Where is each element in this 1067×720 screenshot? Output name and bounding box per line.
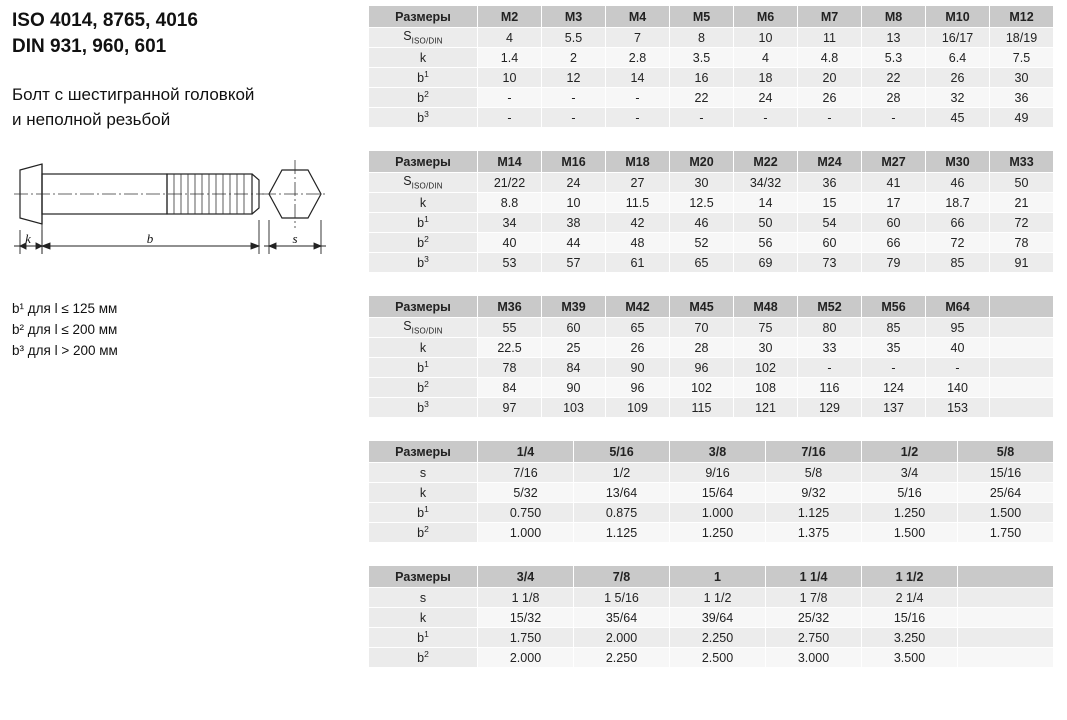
dimension-table — [368, 295, 1054, 418]
table-cell: 28 — [862, 88, 926, 108]
table-cell: 53 — [478, 253, 542, 273]
table-row-label: $S_{ISO/DIN}$ — [369, 173, 478, 193]
table-row — [369, 398, 1054, 418]
table-row-label: $b^2$ — [369, 88, 478, 108]
table-row — [369, 173, 1054, 193]
table-cell: 44 — [542, 233, 606, 253]
table-cell: 4 — [734, 48, 798, 68]
table-column-header: 3/4 — [478, 566, 574, 588]
table-cell — [958, 608, 1054, 628]
table-cell: 1.000 — [670, 503, 766, 523]
table-cell: 26 — [926, 68, 990, 88]
table-cell: 1 7/8 — [766, 588, 862, 608]
table-column-header: M8 — [862, 6, 926, 28]
table-row-label: $b^3$ — [369, 253, 478, 273]
table-row — [369, 253, 1054, 273]
table-cell: 14 — [734, 193, 798, 213]
table-cell: 17 — [862, 193, 926, 213]
table-column-header: M56 — [862, 296, 926, 318]
table-cell: 40 — [926, 338, 990, 358]
table-column-header: M4 — [606, 6, 670, 28]
table-cell: 52 — [670, 233, 734, 253]
table-cell: 13/64 — [574, 483, 670, 503]
table-row — [369, 463, 1054, 483]
table-cell: 96 — [670, 358, 734, 378]
table-cell: 48 — [606, 233, 670, 253]
table-cell: 8 — [670, 28, 734, 48]
table-row — [369, 193, 1054, 213]
table-column-header: M16 — [542, 151, 606, 173]
table-cell: 96 — [606, 378, 670, 398]
table-cell: 8.8 — [478, 193, 542, 213]
table-row — [369, 213, 1054, 233]
table-cell: 80 — [798, 318, 862, 338]
table-cell: 153 — [926, 398, 990, 418]
footnotes — [12, 298, 357, 361]
table-cell: 90 — [542, 378, 606, 398]
table-cell: 1.250 — [670, 523, 766, 543]
table-cell: 5.3 — [862, 48, 926, 68]
table-cell: 5/16 — [862, 483, 958, 503]
product-description — [12, 82, 357, 132]
table-cell: 32 — [926, 88, 990, 108]
table-cell: 21/22 — [478, 173, 542, 193]
table-cell: 73 — [798, 253, 862, 273]
table-cell: 50 — [990, 173, 1054, 193]
table-cell: 25 — [542, 338, 606, 358]
table-cell: 0.750 — [478, 503, 574, 523]
table-cell — [958, 628, 1054, 648]
table-cell: 15/64 — [670, 483, 766, 503]
table-cell: 1.000 — [478, 523, 574, 543]
table-cell: 27 — [606, 173, 670, 193]
table-cell: 25/32 — [766, 608, 862, 628]
table-row-label: s — [369, 463, 478, 483]
table-cell: 1/2 — [574, 463, 670, 483]
table-cell: 121 — [734, 398, 798, 418]
table-column-header: 3/8 — [670, 441, 766, 463]
table-cell: 124 — [862, 378, 926, 398]
table-cell: 12 — [542, 68, 606, 88]
table-cell: 35 — [862, 338, 926, 358]
table-row — [369, 608, 1054, 628]
table-column-header: M5 — [670, 6, 734, 28]
table-cell: 30 — [734, 338, 798, 358]
table-row-label: k — [369, 483, 478, 503]
table-cell: 1.125 — [766, 503, 862, 523]
table-cell: 103 — [542, 398, 606, 418]
table-header-label: Размеры — [369, 6, 478, 28]
table-row-label: $b^1$ — [369, 213, 478, 233]
table-column-header: M18 — [606, 151, 670, 173]
table-cell: 50 — [734, 213, 798, 233]
table-cell: 7.5 — [990, 48, 1054, 68]
table-row-label: $b^1$ — [369, 358, 478, 378]
table-cell: 69 — [734, 253, 798, 273]
table-cell: 2.8 — [606, 48, 670, 68]
table-column-header — [958, 566, 1054, 588]
table-column-header: M48 — [734, 296, 798, 318]
table-column-header: M39 — [542, 296, 606, 318]
table-cell: 41 — [862, 173, 926, 193]
table-column-header: M45 — [670, 296, 734, 318]
dimension-table — [368, 565, 1054, 668]
table-column-header: 1 1/4 — [766, 566, 862, 588]
table-row-label: $b^1$ — [369, 68, 478, 88]
table-row-label: $b^3$ — [369, 108, 478, 128]
table-cell: - — [478, 108, 542, 128]
table-column-header: 5/8 — [958, 441, 1054, 463]
table-cell: 2.250 — [574, 648, 670, 668]
table-cell: 72 — [926, 233, 990, 253]
dimension-table — [368, 5, 1054, 128]
table-row-label: $S_{ISO/DIN}$ — [369, 318, 478, 338]
table-cell: 1.500 — [958, 503, 1054, 523]
standards-title-line-2: DIN 931, 960, 601 — [12, 36, 167, 57]
table-cell: 140 — [926, 378, 990, 398]
table-cell: 1.500 — [862, 523, 958, 543]
table-column-header: M52 — [798, 296, 862, 318]
table-cell: 61 — [606, 253, 670, 273]
table-cell — [990, 378, 1054, 398]
table-cell: 66 — [862, 233, 926, 253]
table-row — [369, 483, 1054, 503]
table-cell: 28 — [670, 338, 734, 358]
table-cell: 42 — [606, 213, 670, 233]
table-cell — [990, 318, 1054, 338]
footnote-2: b² для l ≤ 200 мм — [12, 322, 118, 337]
table-row — [369, 233, 1054, 253]
table-cell: 2.750 — [766, 628, 862, 648]
table-row — [369, 28, 1054, 48]
table-cell: 57 — [542, 253, 606, 273]
table-cell: 4 — [478, 28, 542, 48]
table-column-header: M64 — [926, 296, 990, 318]
table-column-header: M10 — [926, 6, 990, 28]
table-column-header: 1 1/2 — [862, 566, 958, 588]
table-cell: 9/16 — [670, 463, 766, 483]
table-cell: 22 — [862, 68, 926, 88]
table-cell: - — [798, 358, 862, 378]
table-column-header: 5/16 — [574, 441, 670, 463]
table-cell: 1.750 — [478, 628, 574, 648]
table-cell: 15/32 — [478, 608, 574, 628]
table-cell: 1.250 — [862, 503, 958, 523]
table-column-header: M14 — [478, 151, 542, 173]
table-column-header: 7/16 — [766, 441, 862, 463]
table-cell — [990, 338, 1054, 358]
table-cell: 22 — [670, 88, 734, 108]
table-cell: - — [606, 108, 670, 128]
table-row — [369, 523, 1054, 543]
table-cell — [990, 398, 1054, 418]
table-cell — [958, 588, 1054, 608]
table-cell: 36 — [798, 173, 862, 193]
table-cell: 116 — [798, 378, 862, 398]
dimension-tables — [368, 5, 1058, 690]
table-cell: 46 — [926, 173, 990, 193]
table-row — [369, 88, 1054, 108]
table-cell: 129 — [798, 398, 862, 418]
table-cell: 54 — [798, 213, 862, 233]
table-cell: 9/32 — [766, 483, 862, 503]
table-column-header: M7 — [798, 6, 862, 28]
table-cell: 72 — [990, 213, 1054, 233]
table-cell: 24 — [734, 88, 798, 108]
table-cell: 60 — [542, 318, 606, 338]
table-column-header: M30 — [926, 151, 990, 173]
table-cell: 36 — [990, 88, 1054, 108]
table-cell: 97 — [478, 398, 542, 418]
table-cell: 75 — [734, 318, 798, 338]
table-row-label: k — [369, 193, 478, 213]
table-cell: 12.5 — [670, 193, 734, 213]
table-cell: 30 — [670, 173, 734, 193]
table-column-header: M2 — [478, 6, 542, 28]
table-cell: 3.5 — [670, 48, 734, 68]
table-cell: 56 — [734, 233, 798, 253]
table-cell: 137 — [862, 398, 926, 418]
footnote-1: b¹ для l ≤ 125 мм — [12, 301, 118, 316]
table-row-label: k — [369, 608, 478, 628]
table-cell: 102 — [670, 378, 734, 398]
table-cell: 109 — [606, 398, 670, 418]
table-row — [369, 503, 1054, 523]
table-cell: - — [542, 88, 606, 108]
table-cell: 60 — [798, 233, 862, 253]
table-row-label: s — [369, 588, 478, 608]
table-row-label: $b^2$ — [369, 523, 478, 543]
table-cell: 11.5 — [606, 193, 670, 213]
table-row — [369, 648, 1054, 668]
table-cell: 26 — [798, 88, 862, 108]
table-cell: 21 — [990, 193, 1054, 213]
table-row-label: k — [369, 48, 478, 68]
table-column-header: M42 — [606, 296, 670, 318]
drawing-label-b: b — [146, 231, 154, 246]
table-cell: 1.4 — [478, 48, 542, 68]
table-column-header: M27 — [862, 151, 926, 173]
table-row-label: $b^1$ — [369, 503, 478, 523]
table-cell: 1.750 — [958, 523, 1054, 543]
table-row — [369, 48, 1054, 68]
table-row-label: k — [369, 338, 478, 358]
table-cell: 2.000 — [574, 628, 670, 648]
table-cell: 7/16 — [478, 463, 574, 483]
table-cell: 3/4 — [862, 463, 958, 483]
table-cell: 70 — [670, 318, 734, 338]
table-cell: 1 1/8 — [478, 588, 574, 608]
table-column-header: M36 — [478, 296, 542, 318]
table-cell: 46 — [670, 213, 734, 233]
table-cell: 0.875 — [574, 503, 670, 523]
table-header-label: Размеры — [369, 441, 478, 463]
table-cell: 66 — [926, 213, 990, 233]
table-cell: 13 — [862, 28, 926, 48]
table-cell: 79 — [862, 253, 926, 273]
table-cell: 7 — [606, 28, 670, 48]
table-cell: 115 — [670, 398, 734, 418]
table-cell: - — [606, 88, 670, 108]
table-column-header: M24 — [798, 151, 862, 173]
table-cell: 65 — [606, 318, 670, 338]
table-cell: 2 1/4 — [862, 588, 958, 608]
table-cell: 18 — [734, 68, 798, 88]
table-cell: - — [734, 108, 798, 128]
table-cell: 60 — [862, 213, 926, 233]
table-cell: 39/64 — [670, 608, 766, 628]
table-cell: 1.125 — [574, 523, 670, 543]
table-cell: 34/32 — [734, 173, 798, 193]
table-cell: 2.000 — [478, 648, 574, 668]
table-cell: 3.000 — [766, 648, 862, 668]
table-cell: 11 — [798, 28, 862, 48]
table-column-header: 1 — [670, 566, 766, 588]
table-row — [369, 68, 1054, 88]
table-cell: 65 — [670, 253, 734, 273]
table-cell: 55 — [478, 318, 542, 338]
table-cell: 18/19 — [990, 28, 1054, 48]
table-cell: 78 — [478, 358, 542, 378]
table-cell: - — [670, 108, 734, 128]
table-row — [369, 338, 1054, 358]
table-row-label: $b^2$ — [369, 378, 478, 398]
table-cell: 26 — [606, 338, 670, 358]
table-cell: 20 — [798, 68, 862, 88]
table-cell: 2.500 — [670, 648, 766, 668]
table-cell: 84 — [478, 378, 542, 398]
footnote-3: b³ для l > 200 мм — [12, 343, 118, 358]
table-cell: 15/16 — [958, 463, 1054, 483]
table-cell: 18.7 — [926, 193, 990, 213]
standards-title-line-1: ISO 4014, 8765, 4016 — [12, 10, 198, 31]
table-cell: 34 — [478, 213, 542, 233]
table-header-label: Размеры — [369, 151, 478, 173]
table-cell: 3.250 — [862, 628, 958, 648]
table-row-label: $b^1$ — [369, 628, 478, 648]
table-row — [369, 378, 1054, 398]
table-cell: 14 — [606, 68, 670, 88]
table-cell: - — [478, 88, 542, 108]
table-row — [369, 358, 1054, 378]
table-row-label: $b^2$ — [369, 233, 478, 253]
table-cell: 10 — [734, 28, 798, 48]
table-column-header — [990, 296, 1054, 318]
left-column — [12, 8, 357, 361]
table-cell: 78 — [990, 233, 1054, 253]
table-cell: - — [862, 358, 926, 378]
table-cell: 35/64 — [574, 608, 670, 628]
table-cell: 108 — [734, 378, 798, 398]
drawing-label-k: k — [25, 231, 31, 246]
table-cell — [990, 358, 1054, 378]
product-description-line-2: и неполной резьбой — [12, 110, 171, 129]
table-cell: 1.375 — [766, 523, 862, 543]
table-cell: 25/64 — [958, 483, 1054, 503]
dimension-table — [368, 150, 1054, 273]
table-row-label: $b^3$ — [369, 398, 478, 418]
table-cell: - — [926, 358, 990, 378]
table-row-label: $b^2$ — [369, 648, 478, 668]
table-cell: - — [798, 108, 862, 128]
table-cell: 91 — [990, 253, 1054, 273]
table-cell: 3.500 — [862, 648, 958, 668]
table-cell: 49 — [990, 108, 1054, 128]
table-column-header: M20 — [670, 151, 734, 173]
table-row — [369, 108, 1054, 128]
table-cell — [958, 648, 1054, 668]
table-cell: 1 5/16 — [574, 588, 670, 608]
table-cell: 5.5 — [542, 28, 606, 48]
table-cell: 40 — [478, 233, 542, 253]
table-row — [369, 628, 1054, 648]
table-cell: 6.4 — [926, 48, 990, 68]
table-cell: 15/16 — [862, 608, 958, 628]
table-cell: 1 1/2 — [670, 588, 766, 608]
table-cell: 2 — [542, 48, 606, 68]
table-cell: 4.8 — [798, 48, 862, 68]
table-cell: 22.5 — [478, 338, 542, 358]
table-header-label: Размеры — [369, 566, 478, 588]
table-column-header: 1/4 — [478, 441, 574, 463]
table-cell: 10 — [542, 193, 606, 213]
table-row — [369, 318, 1054, 338]
dimension-table — [368, 440, 1054, 543]
table-cell: 102 — [734, 358, 798, 378]
product-description-line-1: Болт с шестигранной головкой — [12, 85, 255, 104]
table-cell: 95 — [926, 318, 990, 338]
table-column-header: M6 — [734, 6, 798, 28]
table-row — [369, 588, 1054, 608]
table-cell: 5/32 — [478, 483, 574, 503]
table-cell: 38 — [542, 213, 606, 233]
table-cell: 10 — [478, 68, 542, 88]
table-cell: 90 — [606, 358, 670, 378]
table-column-header: M22 — [734, 151, 798, 173]
table-header-label: Размеры — [369, 296, 478, 318]
table-column-header: 7/8 — [574, 566, 670, 588]
table-column-header: M12 — [990, 6, 1054, 28]
table-cell: 15 — [798, 193, 862, 213]
table-column-header: M3 — [542, 6, 606, 28]
table-column-header: 1/2 — [862, 441, 958, 463]
table-cell: 24 — [542, 173, 606, 193]
table-cell: 85 — [926, 253, 990, 273]
table-cell: 45 — [926, 108, 990, 128]
table-cell: - — [542, 108, 606, 128]
table-column-header: M33 — [990, 151, 1054, 173]
table-cell: 16 — [670, 68, 734, 88]
table-cell: 84 — [542, 358, 606, 378]
bolt-technical-drawing — [12, 158, 332, 268]
table-cell: 33 — [798, 338, 862, 358]
table-cell: 16/17 — [926, 28, 990, 48]
table-cell: 5/8 — [766, 463, 862, 483]
table-cell: 85 — [862, 318, 926, 338]
table-cell: 2.250 — [670, 628, 766, 648]
standards-title — [12, 8, 357, 60]
table-row-label: $S_{ISO/DIN}$ — [369, 28, 478, 48]
table-cell: - — [862, 108, 926, 128]
drawing-label-s: s — [292, 231, 298, 246]
table-cell: 30 — [990, 68, 1054, 88]
